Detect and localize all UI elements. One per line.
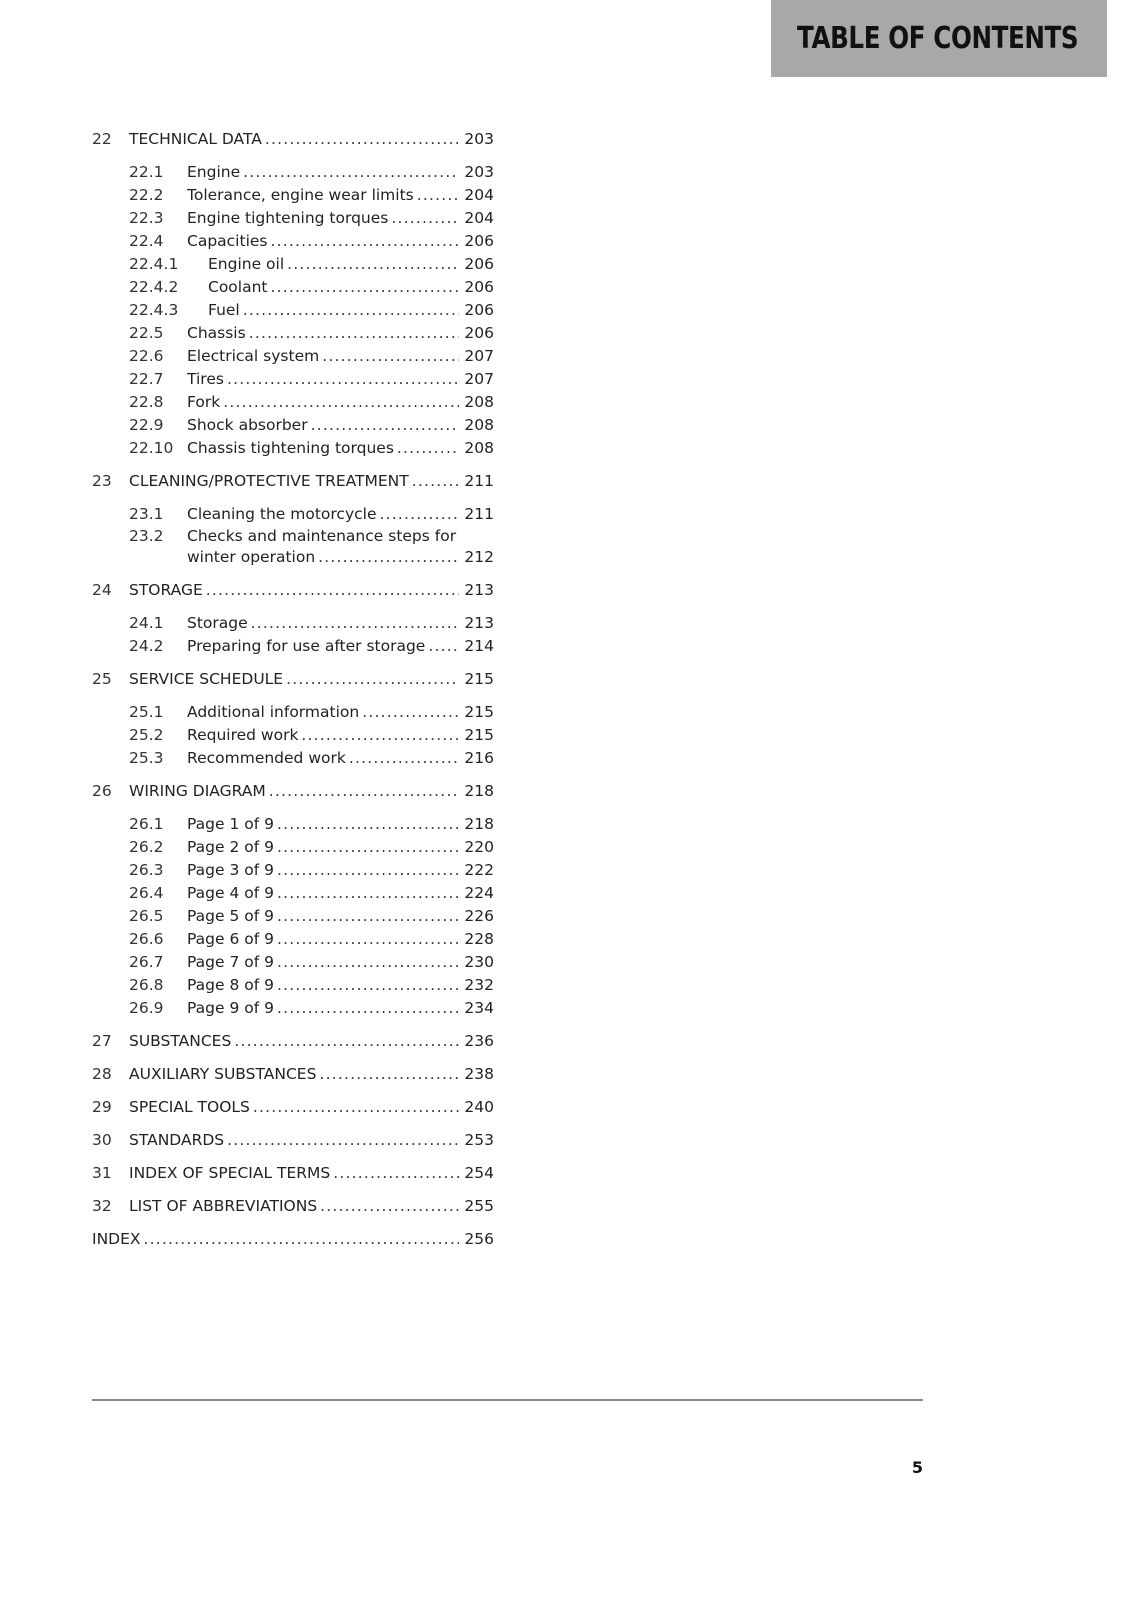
dot-leader (349, 747, 459, 770)
toc-entry-26-2[interactable] (92, 836, 494, 859)
section-title[interactable]: Storage (187, 614, 248, 632)
section-title[interactable]: Page 1 of 9 (187, 815, 274, 833)
page-ref[interactable]: 218 (464, 782, 494, 800)
dot-leader (333, 1162, 459, 1185)
dot-leader (265, 128, 459, 151)
dot-leader (243, 299, 459, 322)
section-number: 26.3 (129, 861, 164, 879)
toc-chapter-25[interactable] (92, 668, 494, 691)
toc-chapter-23[interactable] (92, 470, 494, 493)
footer-divider (92, 1399, 923, 1401)
dot-leader (277, 882, 459, 905)
toc-entry-22-7[interactable] (92, 368, 494, 391)
section-number: 25.2 (129, 726, 164, 744)
page-ref[interactable]: 254 (464, 1164, 494, 1182)
dot-leader (379, 503, 459, 526)
dot-leader (206, 579, 459, 602)
chapter-title[interactable]: LIST OF ABBREVIATIONS (129, 1197, 318, 1215)
dot-leader (428, 635, 459, 658)
dot-leader (227, 368, 459, 391)
page-ref[interactable]: 204 (464, 209, 494, 227)
toc-chapter-29[interactable] (92, 1096, 494, 1119)
chapter-number: 32 (92, 1197, 112, 1215)
toc-entry-26-7[interactable] (92, 951, 494, 974)
toc-chapter-27[interactable] (92, 1030, 494, 1053)
chapter-number: 25 (92, 670, 112, 688)
section-header (771, 0, 1107, 77)
chapter-title[interactable]: INDEX OF SPECIAL TERMS (129, 1164, 331, 1182)
page-ref[interactable]: 204 (464, 186, 494, 204)
section-title[interactable]: Fuel (208, 301, 240, 319)
section-title[interactable]: Additional information (187, 703, 360, 721)
section-title[interactable]: Chassis (187, 324, 246, 342)
dot-leader (234, 1030, 459, 1053)
toc-entry-22-8[interactable] (92, 391, 494, 414)
dot-leader (251, 612, 459, 635)
toc-chapter-32[interactable] (92, 1195, 494, 1218)
section-number: 26.1 (129, 815, 164, 833)
dot-leader (277, 905, 459, 928)
page-ref[interactable]: 208 (464, 439, 494, 457)
section-title[interactable]: Page 2 of 9 (187, 838, 274, 856)
chapter-number: 27 (92, 1032, 112, 1050)
page-ref[interactable]: 206 (464, 324, 494, 342)
toc-entry-24-2[interactable] (92, 635, 494, 658)
chapter-title[interactable]: STORAGE (129, 581, 203, 599)
section-title[interactable]: Engine oil (208, 255, 285, 273)
section-number: 23.2 (129, 527, 164, 545)
toc-entry-26-4[interactable] (92, 882, 494, 905)
section-number: 26.9 (129, 999, 164, 1017)
section-number: 22.8 (129, 393, 164, 411)
section-title[interactable]: Page 3 of 9 (187, 861, 274, 879)
toc-entry-22-9[interactable] (92, 414, 494, 437)
page-ref[interactable]: 211 (464, 505, 494, 523)
section-number: 26.5 (129, 907, 164, 925)
chapter-number: 26 (92, 782, 112, 800)
section-number: 22.9 (129, 416, 164, 434)
section-number: 22.2 (129, 186, 164, 204)
page-ref[interactable]: 207 (464, 347, 494, 365)
page-ref[interactable]: 224 (464, 884, 494, 902)
toc-entry-22-4-2[interactable] (92, 276, 494, 299)
page-ref[interactable]: 206 (464, 232, 494, 250)
section-title[interactable]: Tires (187, 370, 224, 388)
section-title[interactable]: Engine (187, 163, 241, 181)
page-ref[interactable]: 206 (464, 301, 494, 319)
dot-leader (269, 780, 459, 803)
section-title[interactable]: Preparing for use after storage (187, 637, 426, 655)
section-number: 22.4.3 (129, 301, 179, 319)
dot-leader (417, 184, 459, 207)
section-title[interactable]: Fork (187, 393, 221, 411)
toc-entry-24-1[interactable] (92, 612, 494, 635)
toc-index[interactable] (92, 1228, 494, 1251)
page-ref[interactable]: 256 (464, 1230, 494, 1248)
dot-leader (277, 928, 459, 951)
toc-entry-23-2-line2[interactable] (92, 546, 494, 569)
chapter-number: 29 (92, 1098, 112, 1116)
chapter-title[interactable]: AUXILIARY SUBSTANCES (129, 1065, 317, 1083)
chapter-title[interactable]: SERVICE SCHEDULE (129, 670, 284, 688)
dot-leader (249, 322, 459, 345)
section-title[interactable]: Shock absorber (187, 416, 308, 434)
page-ref[interactable]: 228 (464, 930, 494, 948)
page-ref[interactable]: 253 (464, 1131, 494, 1149)
section-title[interactable]: Page 8 of 9 (187, 976, 274, 994)
toc-entry-22-3[interactable] (92, 207, 494, 230)
page-ref[interactable]: 222 (464, 861, 494, 879)
section-title[interactable]: Page 9 of 9 (187, 999, 274, 1017)
dot-leader (277, 997, 459, 1020)
toc-entry-26-3[interactable] (92, 859, 494, 882)
page-ref[interactable]: 206 (464, 278, 494, 296)
toc-entry-22-4-1[interactable] (92, 253, 494, 276)
section-number: 22.5 (129, 324, 164, 342)
page-number: 5 (911, 1458, 923, 1477)
dot-leader (301, 724, 459, 747)
dot-leader (227, 1129, 459, 1152)
toc-entry-25-1[interactable] (92, 701, 494, 724)
toc-entry-22-4[interactable] (92, 230, 494, 253)
dot-leader (243, 161, 459, 184)
section-title[interactable]: Page 4 of 9 (187, 884, 274, 902)
chapter-title[interactable]: WIRING DIAGRAM (129, 782, 266, 800)
page-ref[interactable]: 232 (464, 976, 494, 994)
page-ref[interactable]: 255 (464, 1197, 494, 1215)
dot-leader (253, 1096, 459, 1119)
chapter-title[interactable]: TECHNICAL DATA (129, 130, 262, 148)
toc-entry-26-5[interactable] (92, 905, 494, 928)
section-number: 25.3 (129, 749, 164, 767)
toc-chapter-26[interactable] (92, 780, 494, 803)
section-number: 22.4.2 (129, 278, 179, 296)
page-ref[interactable]: 215 (464, 703, 494, 721)
page-ref[interactable]: 216 (464, 749, 494, 767)
index-title[interactable]: INDEX (92, 1230, 141, 1248)
page-ref[interactable]: 226 (464, 907, 494, 925)
page-ref[interactable]: 234 (464, 999, 494, 1017)
page-ref[interactable]: 220 (464, 838, 494, 856)
page-ref[interactable]: 214 (464, 637, 494, 655)
section-number: 26.4 (129, 884, 164, 902)
section-number: 22.3 (129, 209, 164, 227)
page-ref[interactable]: 215 (464, 726, 494, 744)
section-title[interactable]: Coolant (208, 278, 268, 296)
section-title[interactable]: Page 7 of 9 (187, 953, 274, 971)
section-number: 26.2 (129, 838, 164, 856)
dot-leader (397, 437, 459, 460)
section-title[interactable]: Page 5 of 9 (187, 907, 274, 925)
page-ref[interactable]: 240 (464, 1098, 494, 1116)
dot-leader (277, 974, 459, 997)
page-ref[interactable]: 206 (464, 255, 494, 273)
dot-leader (277, 836, 459, 859)
page-ref[interactable]: 203 (464, 163, 494, 181)
section-number: 24.1 (129, 614, 164, 632)
dot-leader (362, 701, 459, 724)
toc-entry-26-1[interactable] (92, 813, 494, 836)
dot-leader (412, 470, 459, 493)
section-title[interactable]: Engine tightening torques (187, 209, 389, 227)
section-title[interactable]: Capacities (187, 232, 268, 250)
section-title[interactable]: Cleaning the motorcycle (187, 505, 377, 523)
page-ref[interactable]: 211 (464, 472, 494, 490)
toc-entry-22-4-3[interactable] (92, 299, 494, 322)
page-ref[interactable]: 215 (464, 670, 494, 688)
page-ref[interactable]: 236 (464, 1032, 494, 1050)
chapter-number: 23 (92, 472, 112, 490)
section-number: 22.4.1 (129, 255, 179, 273)
toc-entry-22-2[interactable] (92, 184, 494, 207)
section-number: 22.4 (129, 232, 164, 250)
dot-leader (319, 1063, 459, 1086)
section-number: 22.10 (129, 439, 174, 457)
page-ref[interactable]: 203 (464, 130, 494, 148)
section-title[interactable]: Tolerance, engine wear limits (187, 186, 414, 204)
table-of-contents (92, 128, 494, 1251)
section-title[interactable]: Required work (187, 726, 299, 744)
section-title-continued[interactable]: winter operation (187, 548, 316, 566)
toc-entry-23-1[interactable] (92, 503, 494, 526)
dot-leader (320, 1195, 459, 1218)
toc-entry-26-8[interactable] (92, 974, 494, 997)
dot-leader (270, 230, 459, 253)
toc-entry-23-2-line1[interactable] (92, 526, 494, 546)
chapter-number: 22 (92, 130, 112, 148)
toc-entry-22-10[interactable] (92, 437, 494, 460)
page-ref[interactable]: 212 (464, 548, 494, 566)
section-number: 26.7 (129, 953, 164, 971)
dot-leader (322, 345, 459, 368)
section-number: 26.6 (129, 930, 164, 948)
toc-chapter-22[interactable] (92, 128, 494, 151)
section-number: 22.7 (129, 370, 164, 388)
toc-chapter-24[interactable] (92, 579, 494, 602)
section-title[interactable]: Page 6 of 9 (187, 930, 274, 948)
page-ref[interactable]: 218 (464, 815, 494, 833)
section-title: TABLE OF CONTENTS (797, 21, 1079, 56)
toc-entry-22-1[interactable] (92, 161, 494, 184)
section-number: 25.1 (129, 703, 164, 721)
section-number: 22.1 (129, 163, 164, 181)
section-number: 24.2 (129, 637, 164, 655)
chapter-title[interactable]: CLEANING/PROTECTIVE TREATMENT (129, 472, 409, 490)
chapter-title[interactable]: STANDARDS (129, 1131, 225, 1149)
page-ref[interactable]: 208 (464, 416, 494, 434)
dot-leader (286, 668, 459, 691)
section-title[interactable]: Electrical system (187, 347, 320, 365)
dot-leader (311, 414, 459, 437)
chapter-number: 28 (92, 1065, 112, 1083)
chapter-number: 24 (92, 581, 112, 599)
toc-entry-26-9[interactable] (92, 997, 494, 1020)
section-number: 22.6 (129, 347, 164, 365)
page-ref[interactable]: 208 (464, 393, 494, 411)
page-ref[interactable]: 213 (464, 614, 494, 632)
chapter-number: 31 (92, 1164, 112, 1182)
section-title[interactable]: Chassis tightening torques (187, 439, 394, 457)
toc-chapter-28[interactable] (92, 1063, 494, 1086)
page-ref[interactable]: 213 (464, 581, 494, 599)
dot-leader (271, 276, 460, 299)
chapter-number: 30 (92, 1131, 112, 1149)
dot-leader (318, 546, 459, 569)
section-number: 26.8 (129, 976, 164, 994)
page-ref[interactable]: 207 (464, 370, 494, 388)
dot-leader (287, 253, 459, 276)
toc-entry-26-6[interactable] (92, 928, 494, 951)
section-title[interactable]: Checks and maintenance steps for (187, 527, 457, 545)
toc-entry-25-3[interactable] (92, 747, 494, 770)
page-ref[interactable]: 230 (464, 953, 494, 971)
chapter-title[interactable]: SPECIAL TOOLS (129, 1098, 250, 1116)
dot-leader (223, 391, 459, 414)
dot-leader (277, 951, 459, 974)
section-title[interactable]: Recommended work (187, 749, 346, 767)
toc-entry-25-2[interactable] (92, 724, 494, 747)
toc-chapter-30[interactable] (92, 1129, 494, 1152)
dot-leader (277, 813, 459, 836)
dot-leader (144, 1228, 459, 1251)
page-ref[interactable]: 238 (464, 1065, 494, 1083)
section-number: 23.1 (129, 505, 164, 523)
toc-chapter-31[interactable] (92, 1162, 494, 1185)
toc-entry-22-5[interactable] (92, 322, 494, 345)
toc-entry-22-6[interactable] (92, 345, 494, 368)
dot-leader (277, 859, 459, 882)
dot-leader (391, 207, 459, 230)
chapter-title[interactable]: SUBSTANCES (129, 1032, 232, 1050)
